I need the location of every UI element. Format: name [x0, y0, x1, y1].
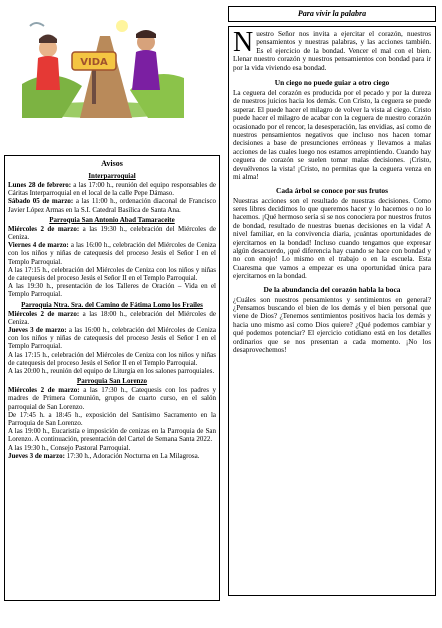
aviso-text: a las 17:30 h., Catequesis con los padres y madres de Primera Comunión, grupos de cuarto curso, en el salón parroquial de San Lorenzo. — [8, 386, 216, 411]
aviso-text: a las 19:30 h., celebración del Miércoles de Ceniza. — [8, 224, 216, 242]
aviso-date: Lunes 28 de febrero: — [8, 181, 72, 189]
aviso-text: 17:30 h., Adoración Nocturna en La Milagrosa. — [64, 451, 200, 460]
section-title: Parroquia San Antonio Abad Tamaraceite — [49, 215, 175, 224]
aviso-item — [8, 225, 216, 241]
left-column — [2, 2, 222, 626]
aviso-item — [8, 386, 216, 411]
aviso-date: Miércoles 2 de marzo: — [8, 224, 80, 233]
aviso-item — [8, 367, 216, 375]
aviso-text: A las 20:00 h., reunión del equipo de Liturgia en los salones parroquiales. — [8, 367, 215, 376]
aviso-text: A las 17:15 h., celebración del Miércoles de Ceniza con los niños y niñas de catequesis del proceso Jesús el Señor II en el Templo Parroquial. — [8, 265, 216, 283]
aviso-item — [8, 427, 216, 443]
intro-paragraph — [233, 27, 431, 72]
aviso-text: a las 16:00 h., celebración del Miércoles de Ceniza con los niños y niñas de catequesis del proceso Jesús el Señor I en el Templo Parroquial. — [8, 241, 216, 266]
aviso-text: a las 16:00 h., celebración del Miércoles de Ceniza con los niños y niñas de catequesis del proceso Jesús el Señor I en el Templo Parroquial. — [8, 326, 216, 351]
intro-text: uestro Señor nos invita a ejercitar el corazón, nuestros pensamientos y nuestras palabras, y las acciones también. Es el ejercicio de la bondad. Vencer el mal con el bien. Llenar nuestro corazón y nuestros pensamientos con bondad para ir por la vida viviendo esa bondad. — [233, 30, 431, 72]
aviso-text: A las 19:30 h., Consejo Pastoral Parroquial. — [8, 443, 131, 452]
reflection-heading: De la abundancia del corazón habla la boca — [263, 284, 401, 294]
aviso-date: Miércoles 2 de marzo: — [8, 309, 80, 318]
drop-cap: N — [233, 27, 254, 58]
aviso-text: A las 17:15 h., celebración del Miércoles de Ceniza con los niños y niñas de catequesis del proceso Jesús el Señor II en el Templo Parroquial. — [8, 350, 216, 367]
road-of-life-illustration — [22, 6, 184, 118]
aviso-date: Viernes 4 de marzo: — [8, 241, 69, 250]
avisos-box — [4, 155, 220, 601]
aviso-item — [8, 266, 216, 282]
aviso-item — [8, 444, 216, 452]
aviso-item — [8, 351, 216, 367]
section-title: Parroquia Ntra. Sra. del Camino de Fátima Lomo los Frailes — [21, 300, 203, 309]
section-title: Parroquia San Lorenzo — [76, 377, 148, 386]
reflection-box — [228, 26, 436, 596]
aviso-item — [8, 452, 216, 460]
aviso-date: Miércoles 2 de marzo: — [8, 386, 80, 395]
reflection-body: La ceguera del corazón es producida por el pecado y por la dureza de nuestros juicios hacia los demás. Con Cristo, la ceguera se puede superar. El puede hacer el milagro de volver la vista al ciego. Cristo puede hacer el milagro de acabar con la ceguera de nuestro corazón ocasionado por el rencor, la desesperación, las envidias, así como de nuestros pensamientos negativos que incluso nos hacen tomar decisiones a base de presunciones erróneas y llevamos a malas acciones de las cuales luego nos estamos arrepintiendo. Cuando hay ceguera de corazón se suelen tomar malas decisiones. ¡Cristo, devuélvenos la vista! ¡Cristo, no permitas que la ceguera venza en mi alma! — [233, 89, 431, 182]
aviso-item — [8, 282, 216, 298]
aviso-text: A las 19:30 h., presentación de los Talleres de Oración – Vida en el Templo Parroquial. — [8, 282, 216, 299]
section-banner: Para vivir la palabra — [228, 6, 436, 22]
aviso-text: a las 18:00 h., celebración del Miércoles de Ceniza. — [8, 309, 216, 326]
aviso-text: a las 11:00 h., ordenación diaconal de Francisco Javier López Armas en la S.I. Catedral Basílica de Santa Ana. — [8, 197, 216, 214]
aviso-text: De 17:45 h. a 18:45 h., exposición del Santísimo Sacramento en la Parroquia de San Lorenzo. — [8, 410, 216, 428]
aviso-text: A las 19:00 h., Eucaristía e imposición de cenizas en la Parroquia de San Lorenzo. A continuación, presentación del Cartel de Semana Santa 2022. — [8, 427, 216, 444]
reflection-body: Nuestras acciones son el resultado de nuestras decisiones. Como seres libres decidimos lo que queremos hacer y lo hacemos o no lo hacemos. ¡Qué hermoso sería si se nos conociera por nuestros frutos de bondad, resultado de nuestras buenas decisiones en la vida! A nivel familiar, en la convivencia diaria, ¡cuántas oportunidades de ejercitarnos en la bondad! Incluso cuando tengamos que expresar algún desacuerdo, ¡qué diferencia hay cuando se hace con bondad y no con enojo! Lo mismo en el trabajo o en la escuela. Esta Cuaresma que vamos a empezar es una oportunidad única para ejercitarnos en la bondad. — [233, 196, 431, 281]
aviso-date: Sábado 05 de marzo: — [8, 197, 74, 206]
right-column — [224, 2, 440, 626]
reflection-body: ¿Cuáles son nuestros pensamientos y sentimientos en general? ¿Pensamos buscando el bien de los demás y el bien personal que viene de Dios? ¿Tenemos sentimientos positivos hacia los demás y hacia uno mismo así como Dios quiere? ¿Qué podemos cambiar y qué podemos potenciar? El ejercicio cotidiano está en los detalles ordinarios que se nos presentan a cada momento. ¡No los desaprovechemos! — [233, 295, 431, 354]
reflection-heading: Un ciego no puede guiar a otro ciego — [274, 78, 390, 88]
aviso-item — [8, 411, 216, 427]
aviso-item — [8, 326, 216, 351]
aviso-item — [8, 181, 216, 197]
aviso-date: Jueves 3 de marzo: — [8, 326, 67, 335]
aviso-text: a las 17:00 h., reunión del equipo responsables de Cáritas Interparroquial en el local de la calle Pepe Dámaso. — [8, 181, 216, 198]
aviso-item — [8, 241, 216, 266]
aviso-item — [8, 310, 216, 326]
sign-label: VIDA — [80, 57, 108, 68]
reflection-heading: Cada árbol se conoce por sus frutos — [276, 185, 388, 195]
aviso-item — [8, 197, 216, 213]
avisos-title: Avisos — [101, 159, 123, 168]
section-title: Interparroquial — [88, 172, 136, 180]
aviso-date: Jueves 3 de marzo: — [8, 451, 65, 460]
